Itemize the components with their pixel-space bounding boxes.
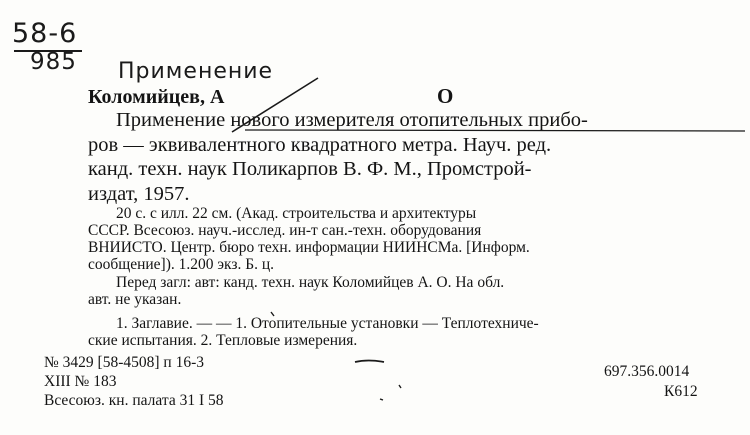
registry-line: Всесоюз. кн. палата 31 I 58	[44, 392, 224, 409]
subject-line: 1. Заглавие. — — 1. Отопительные установки — Теплотехниче-	[116, 315, 539, 332]
handwritten-call-code-top: 58-6	[12, 18, 78, 49]
collation-line: сообщение]). 1.200 экз. Б. ц.	[88, 256, 275, 273]
collation-line: СССР. Всесоюз. науч.-исслед. ин-т сан.-техн. оборудования	[88, 222, 482, 239]
author-initial: О	[437, 84, 454, 108]
registry-line: XIII № 183	[44, 373, 117, 390]
registry-block	[44, 353, 223, 410]
subject-tracings-block	[88, 315, 700, 349]
title-imprint-block	[88, 108, 700, 206]
author-heading: Коломийцев, А	[88, 86, 225, 108]
title-line: издат, 1957.	[88, 182, 190, 205]
classification-number: 697.356.0014	[604, 363, 690, 380]
title-line: ров — эквивалентного квадратного метра. Науч. ред.	[88, 133, 552, 156]
registry-line: № 3429 [58-4508] п 16-3	[44, 354, 204, 371]
note-line: авт. не указан.	[88, 291, 182, 308]
pen-dash-mark	[355, 361, 384, 363]
title-line: Применение нового измерителя отопительных прибо-	[116, 109, 588, 131]
cutter-number: К612	[664, 383, 698, 400]
collation-line: 20 с. с илл. 22 см. (Акад. строительства и архитектуры	[116, 205, 477, 222]
collation-line: ВНИИСТО. Центр. бюро техн. информации НИИНСМа. [Информ.	[88, 239, 530, 256]
pen-dot-mark	[380, 385, 401, 400]
handwritten-call-code-bottom: 985	[30, 49, 77, 75]
handwritten-title-word: Применение	[118, 59, 274, 84]
collation-block	[88, 205, 700, 273]
note-block	[88, 274, 700, 308]
title-line: канд. техн. наук Поликарпов В. Ф. М., Промстрой-	[88, 158, 532, 180]
note-line: Перед загл: авт: канд. техн. наук Коломийцев А. О. На обл.	[116, 274, 505, 291]
subject-line: ские испытания. 2. Тепловые измерения.	[88, 332, 358, 349]
